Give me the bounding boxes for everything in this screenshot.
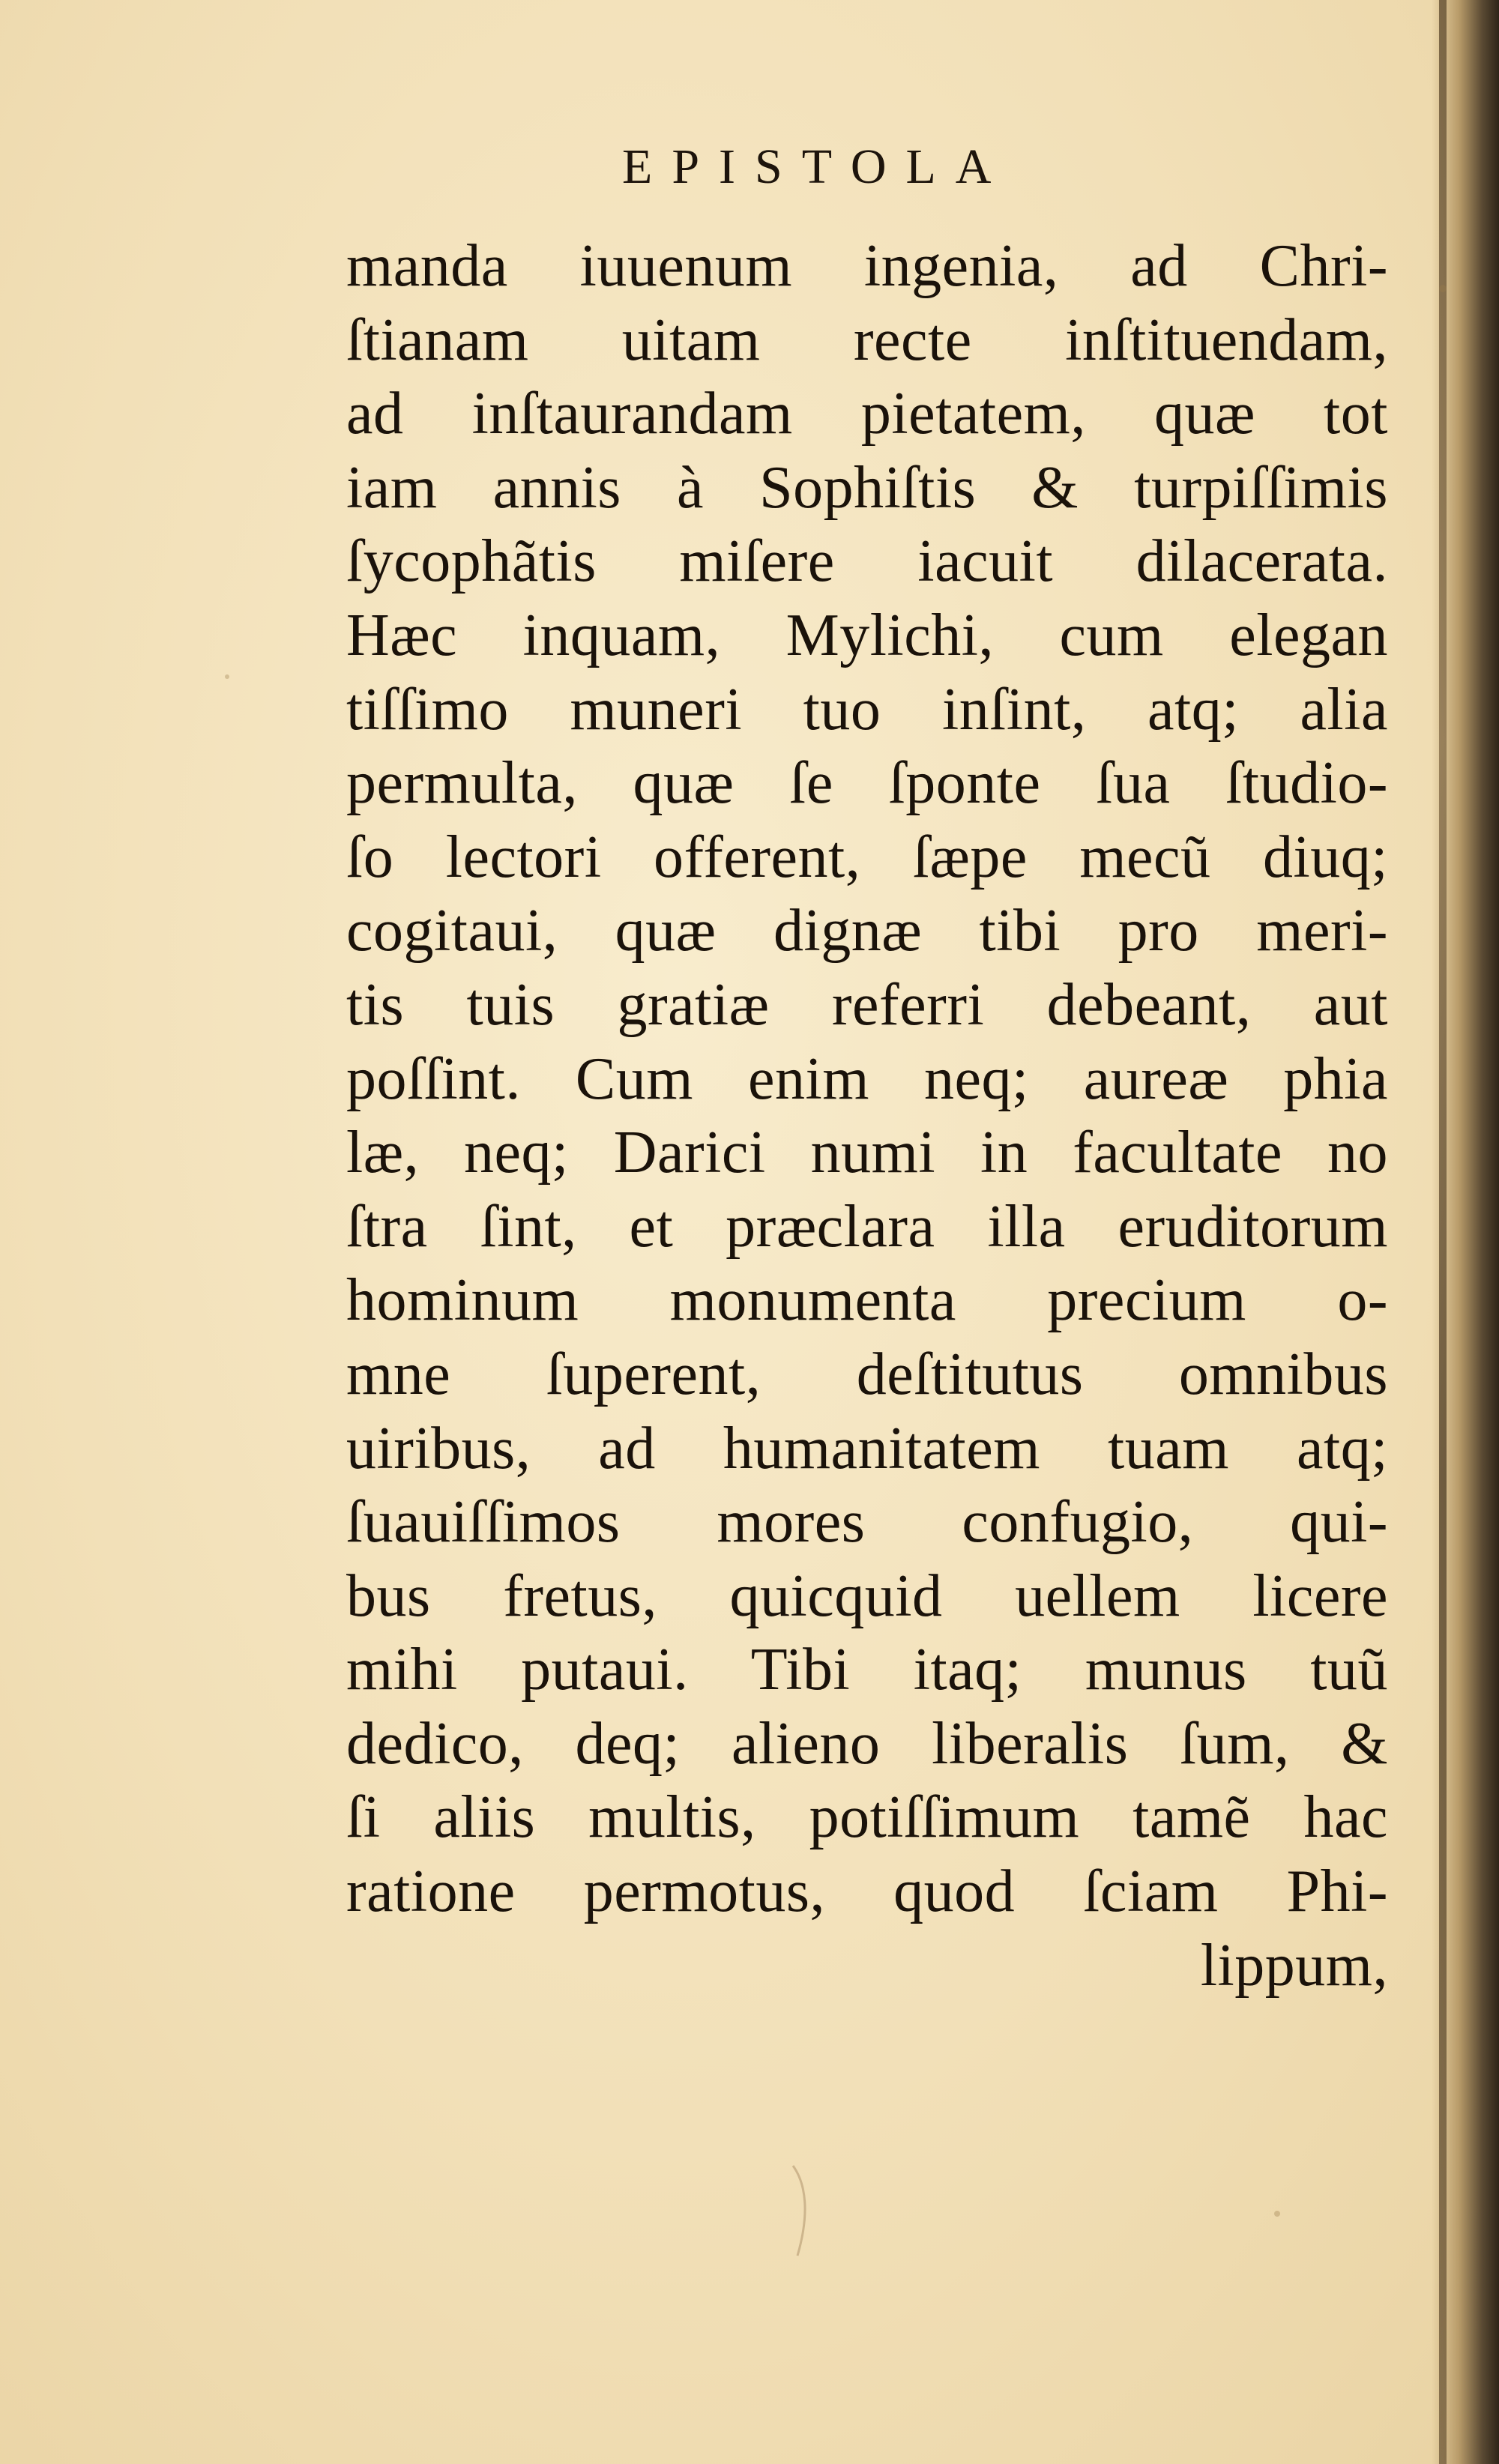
binding-edge <box>1439 0 1447 2464</box>
text-line: ſtianam uitam recte inſtituendam, <box>346 307 1388 373</box>
text-line: mne ſuperent, deſtitutus omnibus <box>346 1341 1388 1407</box>
text-line: bus fretus, quicquid uellem licere <box>346 1562 1388 1629</box>
text-line: manda iuuenum ingenia, ad Chri- <box>346 233 1388 299</box>
text-line: permulta, quæ ſe ſponte ſua ſtudio- <box>346 750 1388 817</box>
text-line: mihi putaui. Tibi itaq; munus tuũ <box>346 1637 1388 1703</box>
text-line: ſi aliis multis, potiſſimum tamẽ hac <box>346 1784 1388 1851</box>
text-line: ſo lectori offerent, ſæpe mecũ diuq; <box>346 824 1388 890</box>
text-line: iam annis à Sophiſtis & turpiſſimis <box>346 454 1388 521</box>
text-line: tis tuis gratiæ referri debeant, aut <box>346 971 1388 1038</box>
text-line: ad inſtaurandam pietatem, quæ tot <box>346 381 1388 447</box>
text-line: poſſint. Cum enim neq; aureæ phia <box>346 1045 1388 1112</box>
text-line: ſtra ſint, et præclara illa eruditorum <box>346 1193 1388 1260</box>
text-line: ratione permotus, quod ſciam Phi- <box>346 1858 1388 1925</box>
text-line: uiribus, ad humanitatem tuam atq; <box>346 1415 1388 1482</box>
text-line: dedico, deq; alieno liberalis ſum, & <box>346 1710 1388 1777</box>
paper-speck <box>225 674 229 679</box>
text-line: ſuauiſſimos mores confugio, qui- <box>346 1489 1388 1556</box>
paper-speck <box>1274 2211 1280 2217</box>
text-line: tiſſimo muneri tuo inſint, atq; alia <box>346 676 1388 743</box>
text-line: ſycophãtis miſere iacuit dilacerata. <box>346 528 1388 595</box>
text-line: hominum monumenta precium o- <box>346 1267 1388 1334</box>
text-line: cogitaui, quæ dignæ tibi pro meri- <box>346 898 1388 964</box>
pencil-mark <box>787 2162 817 2259</box>
paper-speck <box>1439 285 1447 292</box>
text-line: Hæc inquam, Mylichi, cum elegan <box>346 602 1388 668</box>
running-head: EPISTOLA <box>622 139 1011 194</box>
catchword: lippum, <box>1200 1932 1388 1999</box>
body-text <box>346 229 1388 2002</box>
text-line: læ, neq; Darici numi in facultate no <box>346 1120 1388 1186</box>
